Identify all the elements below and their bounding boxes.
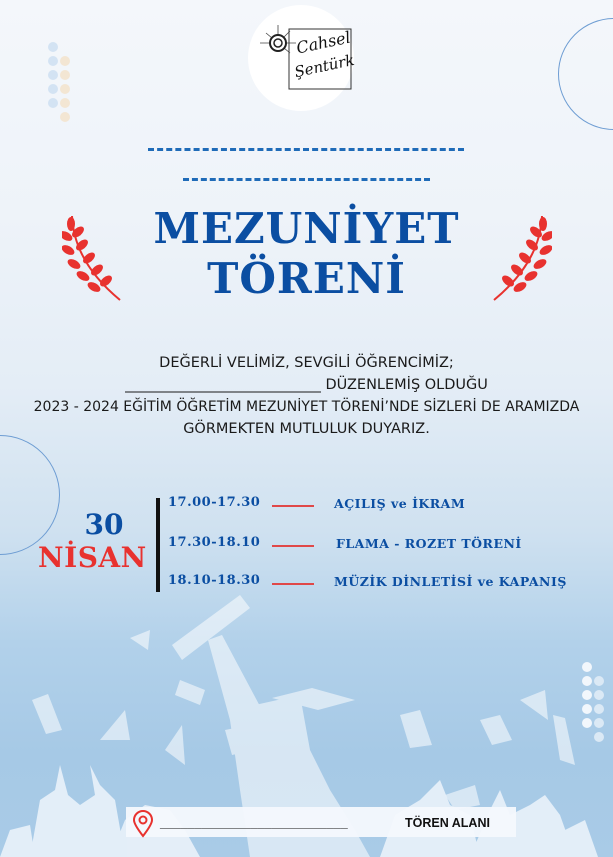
schedule-time: 18.10-18.30 — [168, 573, 261, 588]
dashed-divider-top — [148, 148, 464, 151]
schedule-item — [168, 495, 608, 515]
venue-blank: ___________________________ — [160, 816, 348, 830]
schedule-connector — [272, 583, 314, 585]
schedule-label: FLAMA - ROZET TÖRENİ — [336, 536, 522, 551]
schedule-label: AÇILIŞ ve İKRAM — [334, 496, 466, 511]
logo-text-line1: Cahsel — [294, 27, 353, 58]
schedule-connector — [272, 545, 314, 547]
date-month: NİSAN — [38, 541, 147, 574]
logo-badge — [248, 5, 354, 111]
invitation-event-line: 2023 - 2024 EĞİTİM ÖĞRETİM MEZUNİYET TÖRENİ’NDE SİZLERİ DE ARAMIZDA — [33, 399, 580, 415]
venue-label: TÖREN ALANI — [405, 816, 490, 830]
decorative-dots-bottom-right — [582, 662, 612, 746]
organizer-text: DÜZENLEMİŞ OLDUĞU — [325, 377, 488, 393]
schedule-divider — [156, 498, 160, 592]
dashed-divider-bottom — [183, 178, 430, 181]
title-line2: TÖRENİ — [207, 254, 406, 303]
logo-text-line2: Şentürk — [292, 50, 356, 82]
decorative-dots-top-left — [48, 42, 78, 122]
invitation-closing: GÖRMEKTEN MUTLULUK DUYARIZ. — [183, 421, 430, 437]
organizer-blank: ___________________________ — [125, 377, 321, 393]
schedule-label: MÜZİK DİNLETİSİ ve KAPANIŞ — [334, 574, 567, 589]
schedule-item — [168, 535, 608, 555]
decorative-ring-left — [0, 435, 60, 555]
schedule-time: 17.30-18.10 — [168, 535, 261, 550]
invitation-organizer-line — [0, 374, 613, 396]
schedule-connector — [272, 505, 314, 507]
date-day: 30 — [84, 508, 124, 541]
location-pin-icon — [132, 810, 154, 840]
decorative-ring-top-right — [558, 18, 613, 130]
title-line1: MEZUNİYET — [153, 204, 460, 253]
invitation-greeting: DEĞERLİ VELİMİZ, SEVGİLİ ÖĞRENCİMİZ; — [159, 355, 454, 371]
schedule-time: 17.00-17.30 — [168, 495, 261, 510]
